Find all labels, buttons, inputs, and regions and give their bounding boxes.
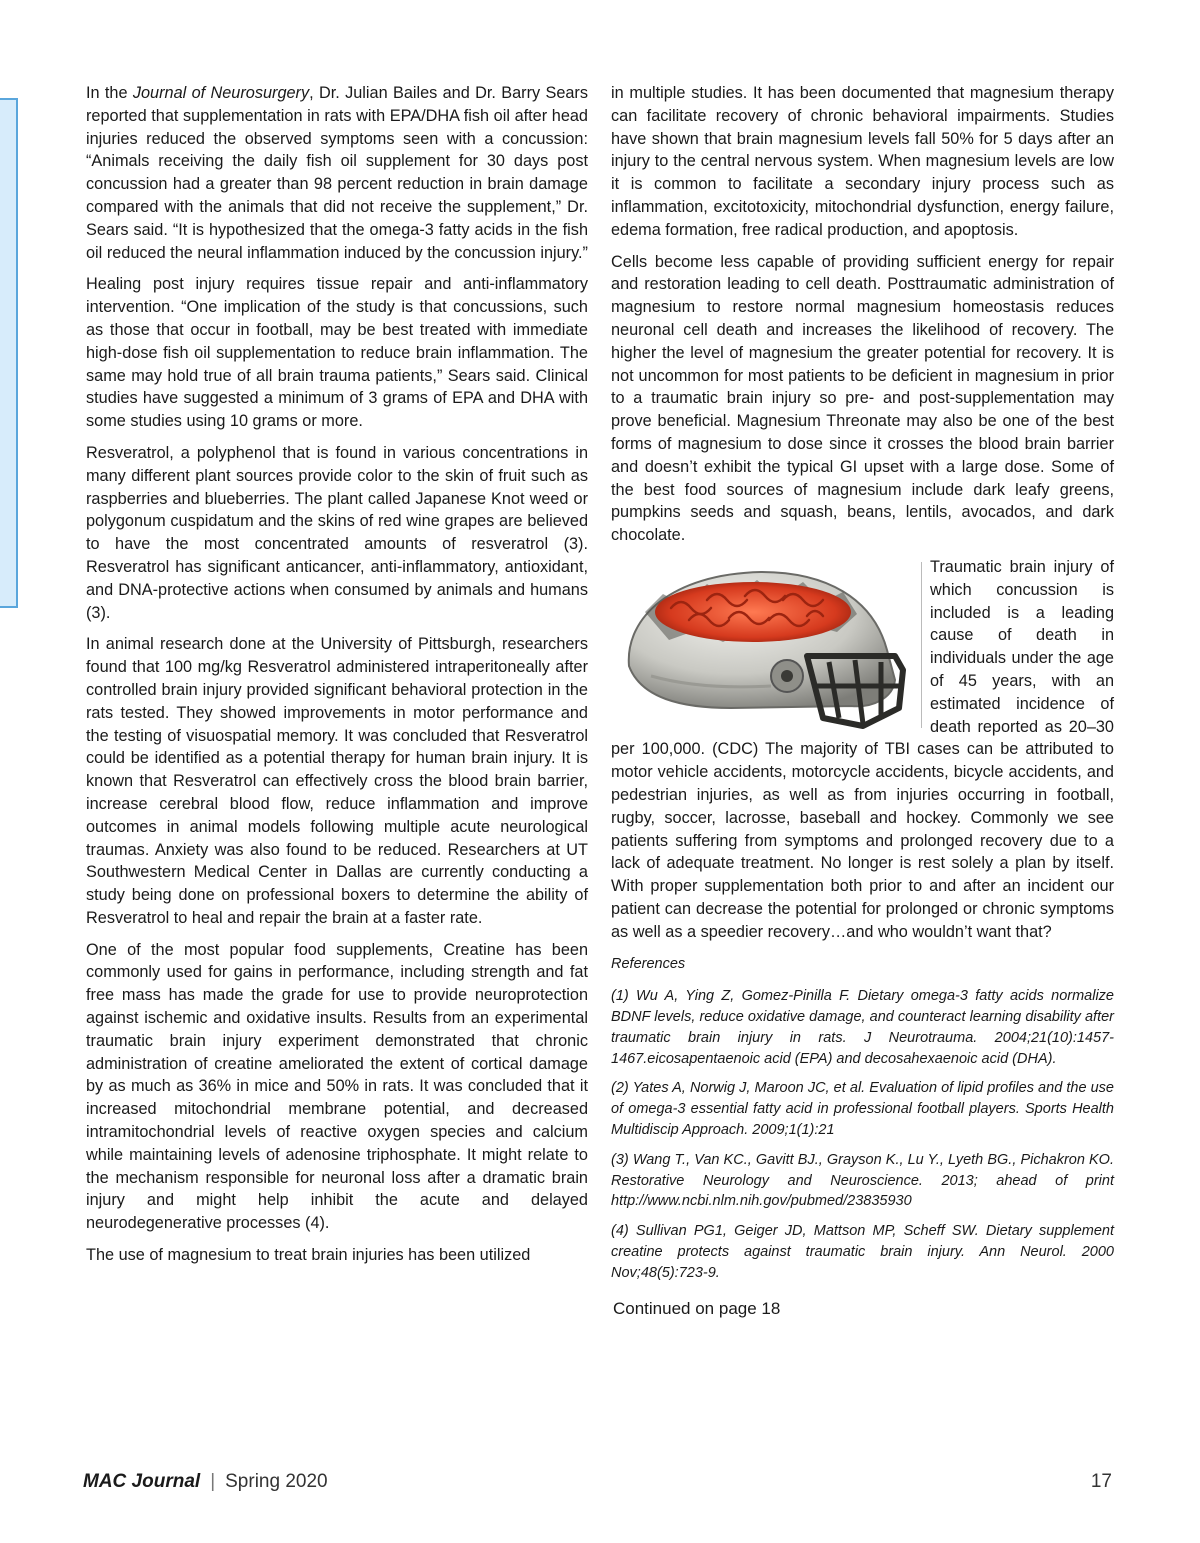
footer-publication: [83, 1471, 328, 1493]
paragraph-text: , Dr. Julian Bailes and Dr. Barry Sears reported that supplementation in rats with EPA/DHA fish oil after head injuries reduced the observed symptoms seen with a concussion: “Animals receiving the daily fish oil supplement for 30 days post concussion had a greater than 98 percent reduction in brain damage compared with the animals that did not receive the supplement,” Dr. Sears said. “It is hypothesized that the omega-3 fatty acids in the fish oil reduced the neural inflammation induced by the concussion injury.”: [86, 84, 588, 262]
paragraph-magnesium-intro: The use of magnesium to treat brain injuries has been utilized: [86, 1246, 531, 1265]
paragraph-fish-oil: [86, 82, 588, 264]
journal-title: Journal of Neurosurgery: [132, 84, 310, 102]
continued-on-page-notice: Continued on page 18: [613, 1298, 781, 1318]
reference-1: (1) Wu A, Ying Z, Gomez-Pinilla F. Dietary omega-3 fatty acids normalize BDNF levels, reduce oxidative damage, and counteract learning disability after traumatic brain injury in rats. J Neurotrauma. 2004;21(10):1457-1467.eicosapentaenoic acid (EPA) and decosahexaenoic acid (DHA).: [611, 988, 1114, 1067]
side-tab-decoration: [0, 98, 18, 608]
references-heading: References: [611, 956, 686, 973]
right-column: [611, 82, 1114, 1320]
paragraph-creatine: One of the most popular food supplements, Creatine has been commonly used for gains in performance, including strength and fat free mass has made the grade for use to provide neuroprotection against ischemic and oxidative insults. Results from an experimental traumatic brain injury experiment demonstrated that chronic administration of creatine ameliorated the extent of cortical damage by as much as 36% in mice and 50% in rats. It was concluded that it increased mitochondrial membrane potential, and decreased intramitochondrial levels of reactive oxygen species and calcium while maintaining levels of adenosine triphosphate. It might relate to the mechanism responsible for neuronal loss after a dramatic brain injury and might help inhibit the acute and delayed neurodegenerative processes (4).: [86, 940, 588, 1233]
paragraph-pittsburgh-research: In animal research done at the University of Pittsburgh, researchers found that 100 mg/kg Resveratrol administered intraperitoneally after controlled brain injury provided significant behavioral protection in the rats tested. They showed improvements in motor performance and the testing of visuospatial memory. It was concluded that Resveratrol could be identified as a potential therapy for human brain injury. It is known that Resveratrol can effectively cross the blood brain barrier, increase cerebral blood flow, reduce inflammation and improve outcomes in animal models following multiple acute neurological traumas. Anxiety was also found to be reduced. Researchers at UT Southwestern Medical Center in Dallas are currently conducting a study being done on professional boxers to determine the ability of Resveratrol to heal and repair the brain at a faster rate.: [86, 635, 588, 927]
footer-journal-name: MAC Journal: [83, 1471, 201, 1492]
helmet-brain-illustration: [611, 558, 916, 730]
reference-2: (2) Yates A, Norwig J, Maroon JC, et al. Evaluation of lipid profiles and the use of omega-3 essential fatty acid in professional football players. Sports Health Multidiscip Approach. 2009;1(1):21: [611, 1080, 1114, 1139]
paragraph-text: In the: [86, 84, 133, 102]
figure-divider: [921, 562, 922, 728]
reference-4: (4) Sullivan PG1, Geiger JD, Mattson MP, Scheff SW. Dietary supplement creatine protects against traumatic brain injury. Ann Neurol. 2000 Nov;48(5):723-9.: [611, 1223, 1114, 1281]
page-number: 17: [1090, 1471, 1112, 1492]
paragraph-magnesium-studies: in multiple studies. It has been documented that magnesium therapy can facilitate recovery of chronic behavioral impairments. Studies have shown that brain magnesium levels fall 50% for 5 days after an injury to the central nervous system. When magnesium levels are low it is common to facilitate a secondary injury process such as inflammation, excitotoxicity, mitochondrial dysfunction, energy failure, edema formation, free radical production, and apoptosis.: [611, 84, 1114, 239]
left-column: [86, 82, 588, 1276]
paragraph-cell-energy: Cells become less capable of providing sufficient energy for repair and restoration leading to cell death. Posttraumatic administration of magnesium to restore normal magnesium homeostasis reduces neuronal cell death and increases the likelihood of recovery. The higher the level of magnesium the greater potential for recovery. It is not uncommon for most patients to be deficient in magnesium in prior to a traumatic brain injury so pre- and post-supplementation may prove beneficial. Magnesium Threonate may also be one of the best forms of magnesium to dose since it crosses the blood brain barrier and doesn’t exhibit the typical GI upset with a large dose. Some of the best food sources of magnesium include dark leafy greens, pumpkins seeds and squash, beans, lentils, avocados, and dark chocolate.: [611, 252, 1114, 545]
paragraph-traumatic-brain-injury: Traumatic brain injury of which concussion is included is a leading cause of death in individuals under the age of 45 years, with an estimated incidence of death reported as 20–30 per 100,000. (CDC) The majority of TBI cases can be attributed to motor vehicle accidents, motorcycle accidents, bicycle accidents, and pedestrian injuries, as well as from injuries occurring in football, rugby, soccer, lacrosse, baseball and hockey. Commonly we see patients suffering from symptoms and prolonged recovery due to a lack of adequate treatment. No longer is rest solely a plan by itself. With proper supplementation both prior to and after an incident our patient can decrease the potential for prolonged or chronic symptoms as well as a speedier recovery…and who wouldn’t want that?: [611, 557, 1114, 941]
paragraph-resveratrol: Resveratrol, a polyphenol that is found in various concentrations in many different plant sources provide color to the skin of fruit such as raspberries and blueberries. The plant called Japanese Knot weed or polygonum cuspidatum and the skins of red wine grapes are believed to have the most concentrated amounts of resveratrol (3). Resveratrol has significant anticancer, anti-inflammatory, antioxidant, and DNA-protective actions when consumed by animals and humans (3).: [86, 443, 588, 622]
reference-3: (3) Wang T., Van KC., Gavitt BJ., Grayson K., Lu Y., Lyeth BG., Pichakron KO. Restorative Neurology and Neuroscience. 2013; ahead of print http://www.ncbi.nlm.nih.gov/pubmed/23835930: [611, 1151, 1114, 1210]
footer-issue: Spring 2020: [225, 1471, 328, 1492]
footer-separator: |: [210, 1471, 216, 1492]
helmet-brain-image: [611, 558, 916, 730]
paragraph-healing: Healing post injury requires tissue repair and anti-inflammatory intervention. “One implication of the study is that concussions, such as those that occur in football, may be best treated with immediate high-dose fish oil supplementation to reduce brain inflammation. The same may hold true of all brain trauma patients,” Sears said. Clinical studies have suggested a minimum of 3 grams of EPA and DHA with some studies using 10 grams or more.: [86, 275, 588, 431]
